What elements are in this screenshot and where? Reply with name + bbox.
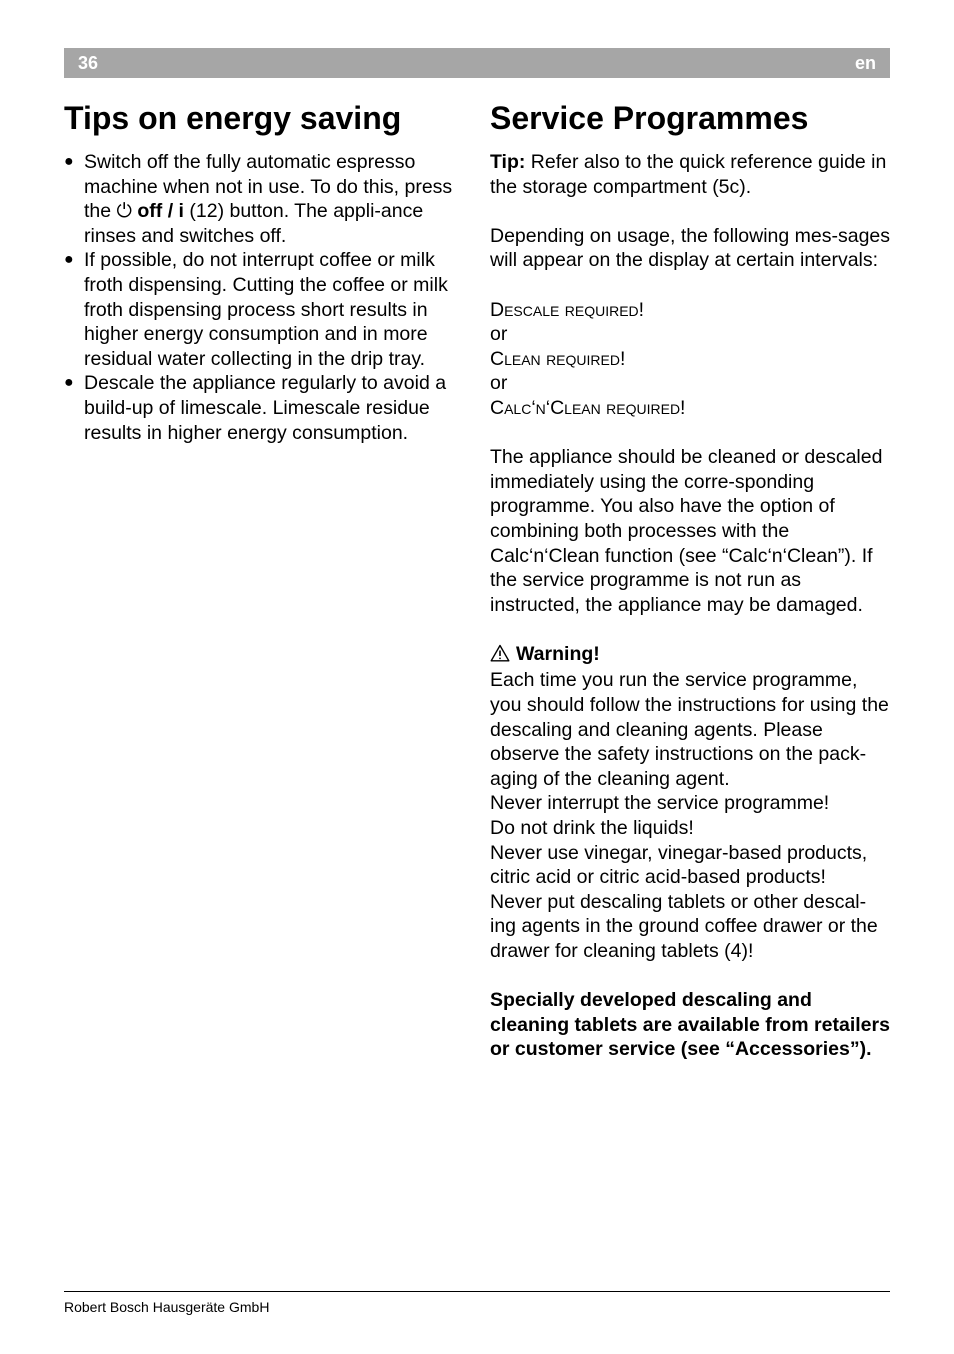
tip-paragraph: Tip: Refer also to the quick reference guide in the storage compartment (5c). (490, 151, 887, 198)
display-message-calc-clean: Calc‘n‘Clean required! (490, 396, 686, 419)
warning-text: Never put descaling tablets or other descal-ing agents in the ground coffee drawer or the drawer for cleaning tablets (4)! (490, 890, 878, 962)
display-message-clean: Clean required! (490, 347, 626, 370)
footer-company: Robert Bosch Hausgeräte GmbH (64, 1299, 270, 1315)
page-number: 36 (78, 53, 99, 73)
off-button-label: off / i (137, 200, 184, 223)
bullet-dot-icon: ● (64, 153, 74, 170)
warning-text: Never interrupt the service programme! (490, 792, 830, 815)
right-column (490, 150, 892, 1062)
service-paragraph: The appliance should be cleaned or descaled immediately using the corre-sponding programme. You also have the option of combining both processes with the Calc‘n‘Clean function (see “Calc‘n‘Clean”). If the service programme is not run as instructed, the appliance may be damaged. (490, 446, 883, 616)
page-header-bar (64, 48, 890, 78)
list-item: ● Switch off the fully automatic espresso machine when not in use. To do this, press the ⏻ off / i (12) button. The appli-ance rinses and switches off. (64, 151, 453, 247)
tip-label: Tip: (490, 151, 526, 173)
service-programmes-title: Service Programmes (490, 100, 809, 136)
left-column (64, 150, 469, 445)
warning-text: Each time you run the service programme, you should follow the instructions for using the descaling and cleaning agents. Please observe the safety instructions on the pack-aging of the cleaning agent. (490, 669, 889, 790)
warning-text: Do not drink the liquids! (490, 817, 694, 840)
or-connector: or (490, 372, 508, 395)
footer-divider (64, 1291, 890, 1292)
warning-heading (490, 642, 892, 669)
energy-tips-list (64, 150, 469, 445)
bullet-dot-icon: ● (64, 251, 74, 269)
language-code: en (854, 53, 876, 73)
list-item: ● If possible, do not interrupt coffee or milk froth dispensing. Cutting the coffee or milk froth dispensing process short results in higher energy consumption and in more residual water collecting in the drip tray. (64, 249, 448, 370)
warning-triangle-icon (490, 644, 510, 669)
closing-bold-note: Specially developed descaling and cleaning tablets are available from retailers or customer service (see “Accessories”). (490, 989, 890, 1061)
warning-text: Never use vinegar, vinegar-based products, citric acid or citric acid-based products! (490, 841, 868, 889)
or-connector: or (490, 323, 508, 346)
bullet-dot-icon: ● (64, 374, 74, 392)
intro-paragraph: Depending on usage, the following mes-sages will appear on the display at certain intervals: (490, 224, 891, 272)
warning-label: Warning! (516, 642, 600, 665)
power-rinse-icon: ⏻ (116, 200, 132, 223)
tips-energy-title: Tips on energy saving (64, 100, 402, 136)
list-item: ● Descale the appliance regularly to avoid a build-up of limescale. Limescale residue results in higher energy consumption. (64, 372, 447, 444)
display-message-descale: Descale required! (490, 298, 645, 321)
